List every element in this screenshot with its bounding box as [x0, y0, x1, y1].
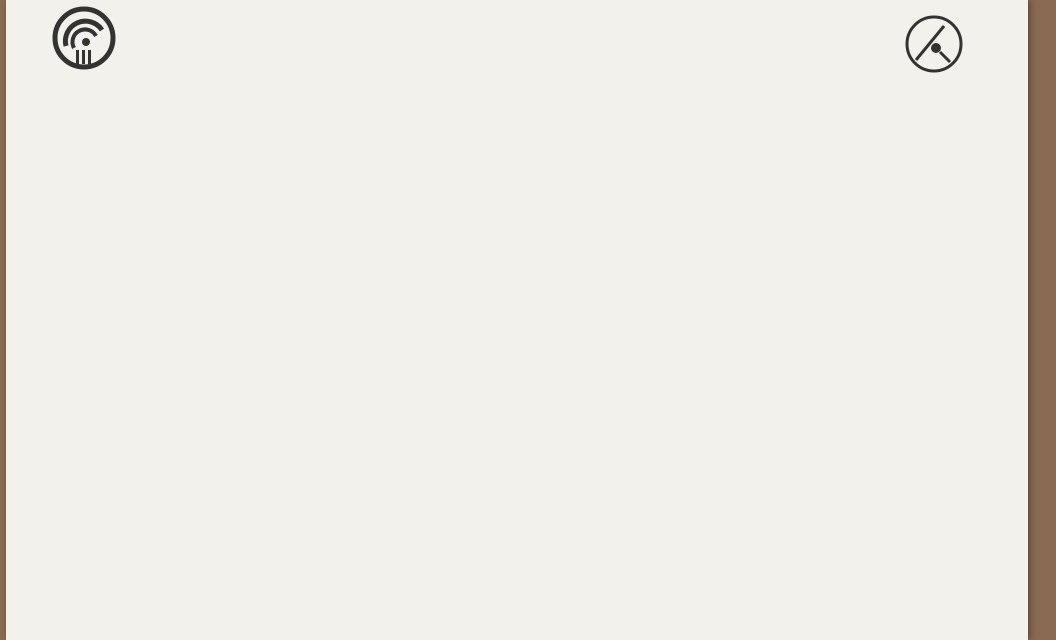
results-sheet	[6, 0, 1028, 640]
sporting-federation-logo-icon	[904, 14, 964, 74]
shooting-union-logo-icon	[52, 6, 116, 70]
